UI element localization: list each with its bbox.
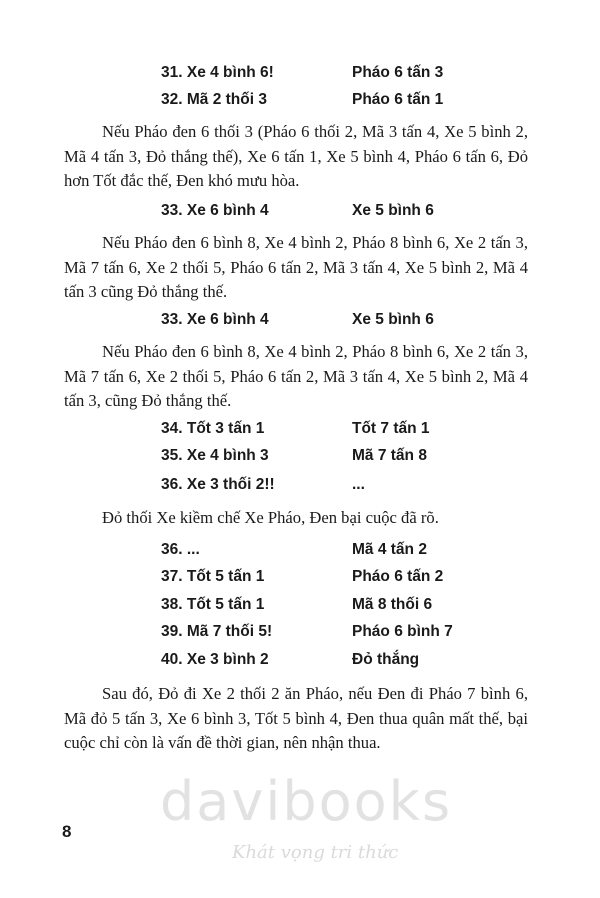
black-move: Đỏ thắng [352, 651, 420, 668]
move-row [0, 417, 600, 441]
black-move: Mã 8 thối 6 [352, 596, 433, 613]
red-move: 31. Xe 4 bình 6! [161, 64, 274, 81]
move-row [0, 620, 600, 644]
red-move: 35. Xe 4 bình 3 [161, 447, 269, 464]
red-move: 34. Tốt 3 tấn 1 [161, 420, 265, 437]
commentary-paragraph: Sau đó, Đỏ đi Xe 2 thối 2 ăn Pháo, nếu Đen đi Pháo 7 bình 6, Mã đỏ 5 tấn 3, Xe 6 bình 3, Tốt 5 bình 4, Đen thua quân mất thế, bại cuộc chỉ còn là vấn đề thời gian, nên nhận thua. [64, 684, 528, 752]
move-row [0, 199, 600, 223]
move-row [0, 88, 600, 112]
commentary-paragraph: Nếu Pháo đen 6 thối 3 (Pháo 6 thối 2, Mã 3 tấn 4, Xe 5 bình 2, Mã 4 tấn 3, Đỏ thắng thế), Xe 6 tấn 1, Xe 5 bình 4, Pháo 6 tấn 6, Đỏ hơn Tốt đắc thế, Đen khó mưu hòa. [64, 122, 528, 190]
black-move: ... [352, 476, 365, 493]
move-row [0, 648, 600, 672]
black-move: Pháo 6 bình 7 [352, 623, 453, 640]
red-move: 39. Mã 7 thối 5! [161, 623, 273, 640]
move-row [0, 538, 600, 562]
black-move: Xe 5 bình 6 [352, 311, 434, 328]
red-move: 38. Tốt 5 tấn 1 [161, 596, 265, 613]
move-row [0, 565, 600, 589]
move-row [0, 444, 600, 468]
commentary-paragraph: Đỏ thối Xe kiềm chế Xe Pháo, Đen bại cuộc đã rõ. [102, 508, 439, 527]
black-move: Pháo 6 tấn 3 [352, 64, 444, 81]
commentary-paragraph: Nếu Pháo đen 6 bình 8, Xe 4 bình 2, Pháo 8 bình 6, Xe 2 tấn 3, Mã 7 tấn 6, Xe 2 thối 5, Pháo 6 tấn 2, Mã 3 tấn 4, Xe 5 bình 2, Mã 4 tấn 3 cũng Đỏ thắng thế. [64, 233, 528, 301]
watermark-logo: davibooks [160, 770, 453, 833]
black-move: Xe 5 bình 6 [352, 202, 434, 219]
black-move: Mã 7 tấn 8 [352, 447, 427, 464]
move-row [0, 308, 600, 332]
commentary-paragraph: Nếu Pháo đen 6 bình 8, Xe 4 bình 2, Pháo 8 bình 6, Xe 2 tấn 3, Mã 7 tấn 6, Xe 2 thối 5, Pháo 6 tấn 2, Mã 3 tấn 4, Xe 5 bình 2, Mã 4 tấn 3, cũng Đỏ thắng thế. [64, 342, 528, 410]
red-move: 36. ... [161, 541, 200, 558]
red-move: 36. Xe 3 thối 2!! [161, 476, 275, 493]
black-move: Mã 4 tấn 2 [352, 541, 427, 558]
page-number: 8 [62, 822, 72, 841]
red-move: 37. Tốt 5 tấn 1 [161, 568, 265, 585]
red-move: 33. Xe 6 bình 4 [161, 311, 269, 328]
black-move: Tốt 7 tấn 1 [352, 420, 430, 437]
black-move: Pháo 6 tấn 1 [352, 91, 444, 108]
red-move: 40. Xe 3 bình 2 [161, 651, 269, 668]
red-move: 33. Xe 6 bình 4 [161, 202, 269, 219]
black-move: Pháo 6 tấn 2 [352, 568, 444, 585]
move-row [0, 593, 600, 617]
move-row [0, 61, 600, 85]
move-row [0, 473, 600, 497]
red-move: 32. Mã 2 thối 3 [161, 91, 267, 108]
watermark-slogan: Khát vọng tri thức [232, 842, 399, 863]
